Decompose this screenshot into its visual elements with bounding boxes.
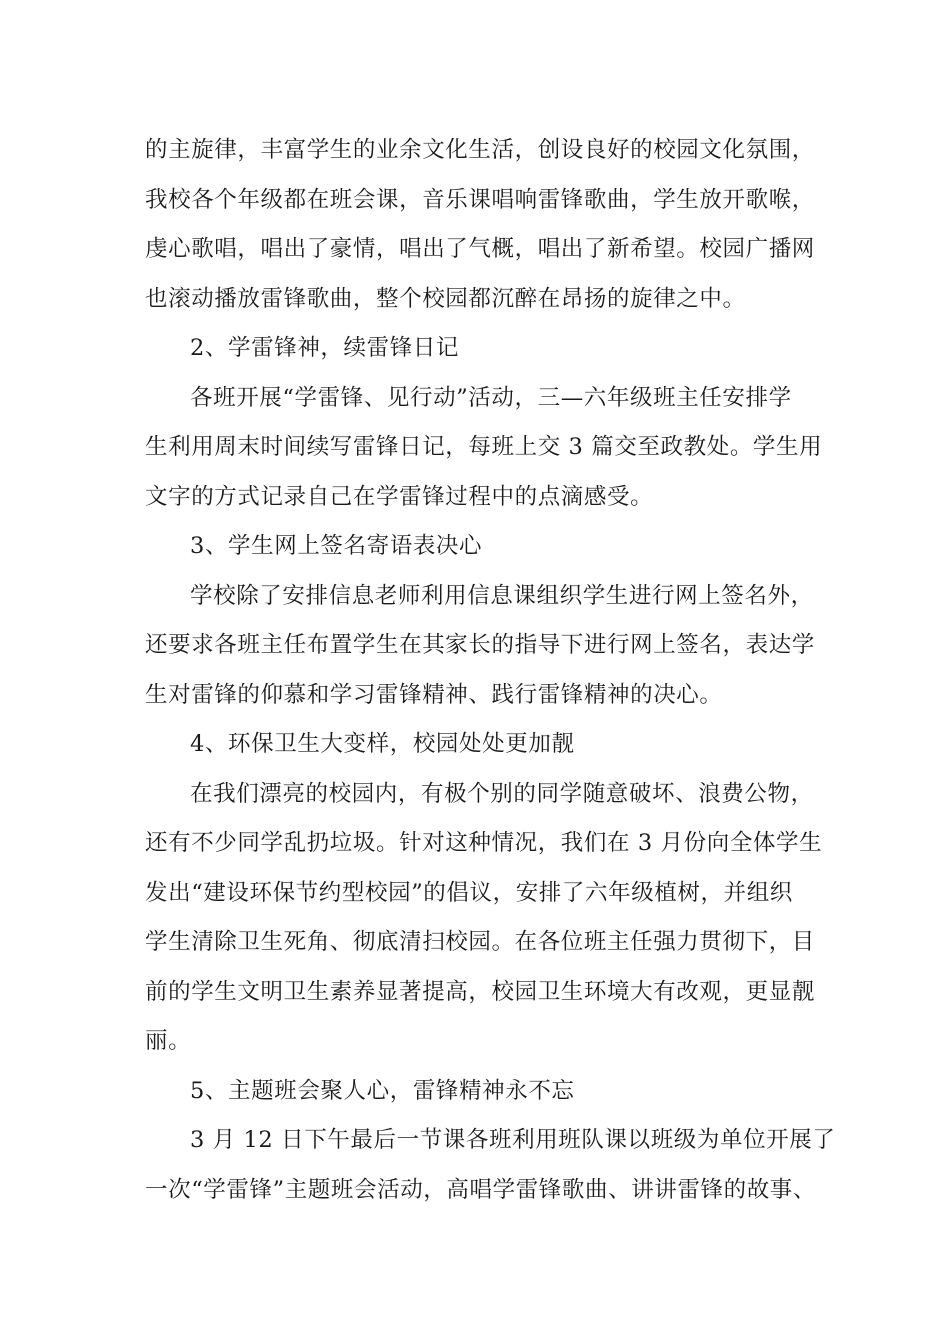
text-line: 学校除了安排信息老师利用信息课组织学生进行网上签名外， <box>190 582 814 609</box>
text-line: 3 月 12 日下午最后一节课各班利用班队课以班级为单位开展了 <box>190 1127 836 1153</box>
text-line: 也滚动播放雷锋歌曲，整个校园都沉醉在昂扬的旋律之中。 <box>145 285 746 312</box>
text-line: 丽。 <box>145 1028 192 1054</box>
text-line: 3、学生网上签名寄语表决心 <box>190 533 483 559</box>
text-line: 一次“学雷锋”主题班会活动，高唱学雷锋歌曲、讲讲雷锋的故事、 <box>145 1176 817 1203</box>
text-line: 文字的方式记录自己在学雷锋过程中的点滴感受。 <box>145 483 654 510</box>
text-line: 前的学生文明卫生素养显著提高，校园卫生环境大有改观，更显靓 <box>145 978 815 1005</box>
text-line: 4、环保卫生大变样，校园处处更加靓 <box>190 731 575 757</box>
text-line: 生对雷锋的仰慕和学习雷锋精神、践行雷锋精神的决心。 <box>145 681 723 708</box>
text-line: 发出“建设环保节约型校园”的倡议，安排了六年级植树，并组织 <box>145 879 793 906</box>
text-line: 2、学雷锋神，续雷锋日记 <box>190 335 460 361</box>
document-body <box>145 126 836 1215</box>
text-line: 5、主题班会聚人心，雷锋精神永不忘 <box>190 1077 575 1104</box>
text-line: 在我们漂亮的校园内，有极个别的同学随意破坏、浪费公物， <box>190 780 814 807</box>
text-line: 的主旋律，丰富学生的业余文化生活，创设良好的校园文化氛围， <box>145 137 815 163</box>
text-line: 还要求各班主任布置学生在其家长的指导下进行网上签名，表达学 <box>145 632 815 658</box>
text-line: 各班开展“学雷锋、见行动”活动，三—六年级班主任安排学 <box>190 384 792 411</box>
text-line: 我校各个年级都在班会课，音乐课唱响雷锋歌曲，学生放开歌喉， <box>145 186 815 213</box>
text-line: 还有不少同学乱扔垃圾。针对这种情况，我们在 3 月份向全体学生 <box>145 830 823 856</box>
text-line: 学生清除卫生死角、彻底清扫校园。在各位班主任强力贯彻下，目 <box>145 929 815 955</box>
text-line: 生利用周末时间续写雷锋日记，每班上交 3 篇交至政教处。学生用 <box>145 434 823 460</box>
text-line: 虔心歌唱，唱出了豪情，唱出了气概，唱出了新希望。校园广播网 <box>145 236 815 262</box>
